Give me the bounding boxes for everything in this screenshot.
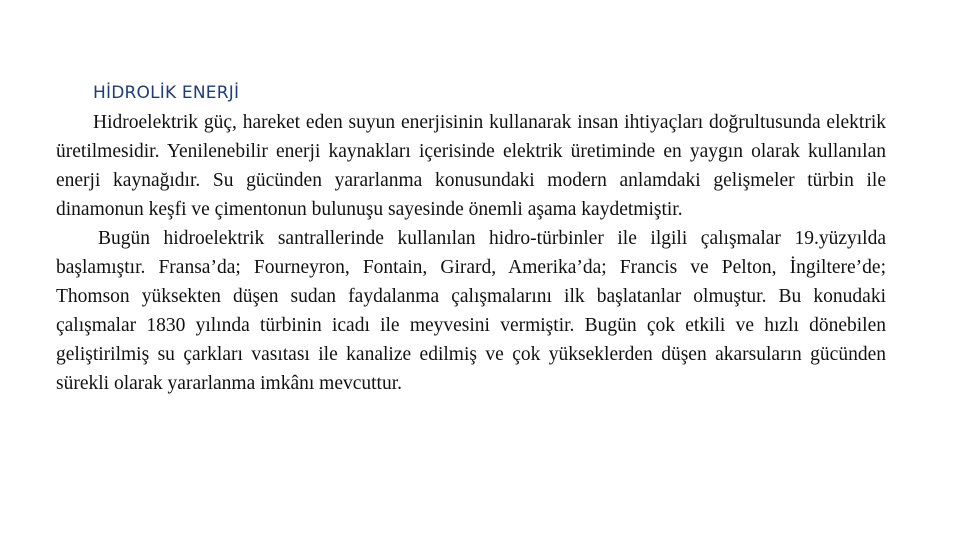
- slide-content: [56, 78, 886, 398]
- paragraph-history: Bugün hidroelektrik santrallerinde kullanılan hidro-türbinler ile ilgili çalışmalar 19.yüzyılda başlamıştır. Fransa’da; Fourneyron, Fontain, Girard, Amerika’da; Francis ve Pelton, İngiltere’de; Thomson yüksekten düşen sudan faydalanma çalışmalarını ilk başlatanlar olmuştur. Bu konudaki çalışmalar 1830 yılında türbinin icadı ile meyvesini vermiştir. Bugün çok etkili ve hızlı dönebilen geliştirilmiş su çarkları vasıtası ile kanalize edilmiş ve çok yükseklerden düşen akarsuların gücünden sürekli olarak yararlanma imkânı mevcuttur.: [56, 228, 886, 394]
- paragraph-definition: Hidroelektrik güç, hareket eden suyun enerjisinin kullanarak insan ihtiyaçları doğrultusunda elektrik üretilmesidir. Yenilenebilir enerji kaynakları içerisinde elektrik üretiminde en yaygın olarak kullanılan enerji kaynağıdır. Su gücünden yararlanma konusundaki modern anlamdaki gelişmeler türbin ile dinamonun keşfi ve çimentonun bulunuşu sayesinde önemli aşama kaydetmiştir.: [56, 112, 886, 220]
- slide-heading: HİDROLİK ENERJİ: [93, 83, 240, 103]
